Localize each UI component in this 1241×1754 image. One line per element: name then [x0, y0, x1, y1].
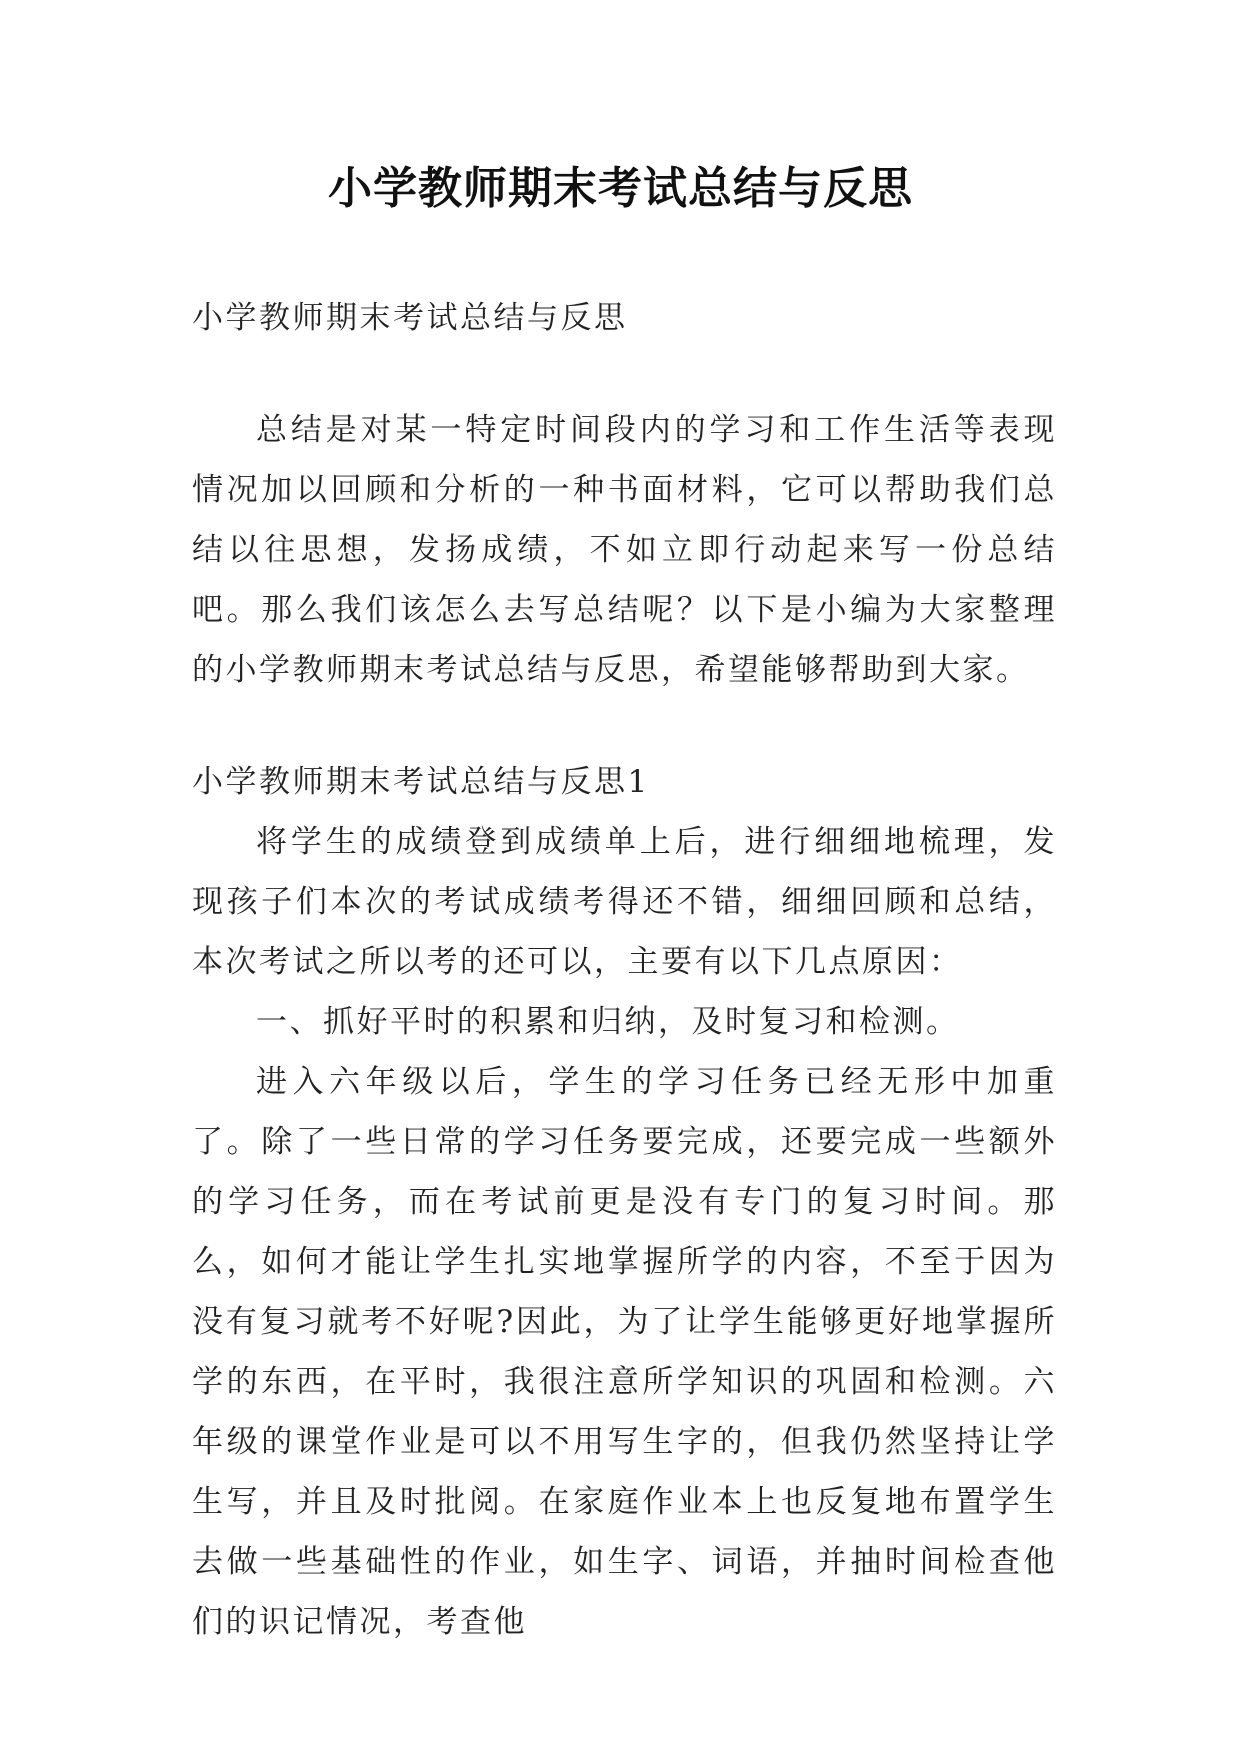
document-title: 小学教师期末考试总结与反思	[328, 163, 913, 214]
body-paragraph: 将学生的成绩登到成绩单上后，进行细细地梳理，发现孩子们本次的考试成绩考得还不错，细细回顾和总结，本次考试之所以考的还可以，主要有以下几点原因：	[192, 824, 1057, 980]
body-section	[192, 812, 1057, 1652]
body-paragraph: 进入六年级以后，学生的学习任务已经无形中加重了。除了一些日常的学习任务要完成，还要完成一些额外的学习任务，而在考试前更是没有专门的复习时间。那么，如何才能让学生扎实地掌握所学的内容，不至于因为没有复习就考不好呢?因此，为了让学生能够更好地掌握所学的东西，在平时，我很注意所学知识的巩固和检测。六年级的课堂作业是可以不用写生字的，但我仍然坚持让学生写，并且及时批阅。在家庭作业本上也反复地布置学生去做一些基础性的作业，如生字、词语，并抽时间检查他们的识记情况，考查他	[192, 1064, 1057, 1640]
intro-paragraph: 总结是对某一特定时间段内的学习和工作生活等表现情况加以回顾和分析的一种书面材料，它可以帮助我们总结以往思想，发扬成绩，不如立即行动起来写一份总结吧。那么我们该怎么去写总结呢？以下是小编为大家整理的小学教师期末考试总结与反思，希望能够帮助到大家。	[192, 412, 1057, 688]
body-paragraph: 一、抓好平时的积累和归纳，及时复习和检测。	[256, 1004, 960, 1040]
intro-section	[192, 400, 1057, 700]
section-heading	[192, 752, 1057, 812]
document-subtitle	[192, 288, 1057, 348]
section-heading-text: 小学教师期末考试总结与反思1	[192, 764, 650, 800]
subtitle-text: 小学教师期末考试总结与反思	[192, 300, 628, 336]
